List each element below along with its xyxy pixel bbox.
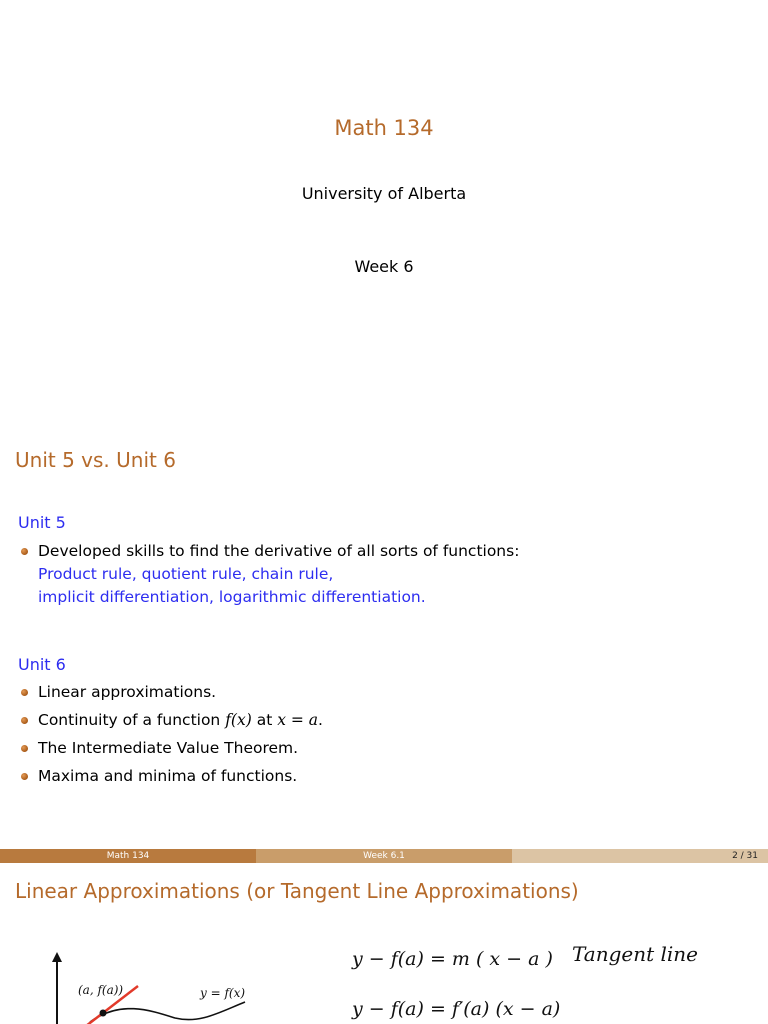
institution-text: University of Alberta: [301, 184, 467, 203]
bullet-icon: [21, 773, 28, 780]
frame-title-units: Unit 5 vs. Unit 6: [15, 448, 176, 472]
list-item-text: .: [318, 711, 323, 729]
list-item-text: Continuity of a function: [38, 711, 226, 729]
bullet-icon: [21, 717, 28, 724]
slide-title: Math 134: [334, 116, 434, 140]
derivative-equation: y − f(a) = f′(a) (x − a): [352, 998, 561, 1020]
tangency-point: [100, 1010, 107, 1017]
bullet-icon: [21, 548, 28, 555]
math-fx: f(x): [225, 711, 252, 729]
week-text: Week 6: [354, 257, 414, 276]
list-item-text: Linear approximations.: [38, 683, 217, 701]
unit5-list: [38, 540, 519, 609]
axis-arrow-icon: [52, 952, 62, 962]
frame-title-linear-approx: Linear Approximations (or Tangent Line Approximations): [15, 879, 579, 903]
math-x-eq-a: x = a: [277, 711, 319, 729]
bullet-icon: [21, 689, 28, 696]
slide-footer: [0, 849, 768, 863]
bullet-icon: [21, 745, 28, 752]
unit5-heading: Unit 5: [18, 513, 66, 532]
list-item-text: Developed skills to find the derivative of all sorts of functions:: [38, 542, 520, 560]
unit6-list: [38, 681, 323, 788]
footer-page-number: 2 / 31: [512, 849, 768, 863]
tangent-equation: y − f(a) = m ( x − a ): [352, 948, 553, 970]
list-item: [38, 765, 323, 788]
list-item: [38, 681, 323, 704]
list-item: [38, 709, 323, 732]
footer-center: Week 6.1: [256, 849, 512, 863]
list-item-text: Maxima and minima of functions.: [38, 767, 298, 785]
list-item-text: at: [251, 711, 278, 729]
curve-label: y = f(x): [200, 986, 246, 1000]
point-label: (a, f(a)): [78, 983, 124, 997]
footer-left: Math 134: [0, 849, 256, 863]
list-item-text: The Intermediate Value Theorem.: [38, 739, 299, 757]
list-item: [38, 540, 519, 609]
list-item: [38, 737, 323, 760]
list-item-blue-text: Product rule, quotient rule, chain rule,: [38, 565, 334, 583]
tangent-line-label: Tangent line: [572, 942, 699, 966]
list-item-blue-text: implicit differentiation, logarithmic differentiation.: [38, 588, 426, 606]
unit6-heading: Unit 6: [18, 655, 66, 674]
